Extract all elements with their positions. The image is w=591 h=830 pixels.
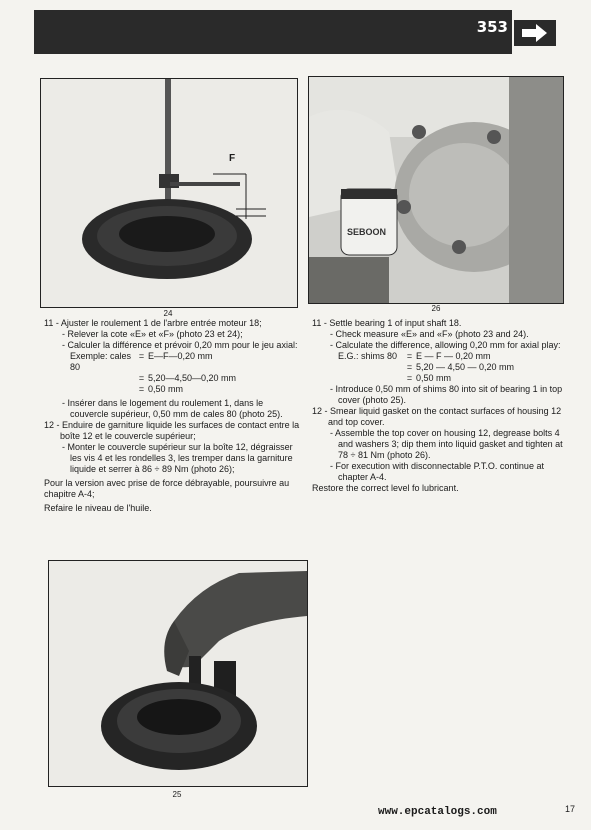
page-number: 353 bbox=[476, 18, 508, 36]
fr-note-pto: Pour la version avec prise de force débrayable, poursuivre au chapitre A-4; bbox=[44, 478, 290, 499]
en-example-label: E.G.: shims 80 bbox=[338, 351, 398, 361]
fr-example: Exemple: cales 80 = E—F—0,20 mm = 5,20—4,50—0,20 mm = 0,50 mm bbox=[70, 351, 237, 394]
photo-24-caption: 24 bbox=[163, 309, 173, 318]
en-eq-3: 0,50 mm bbox=[416, 373, 452, 383]
header-bar bbox=[34, 10, 512, 54]
en-example: E.G.: shims 80 = E — F — 0,20 mm = 5,20 — 4,50 — 0,20 mm = 0,50 mm bbox=[338, 351, 515, 383]
en-step-11-c: - Introduce 0,50 mm of shims 80 into sit of bearing 1 in top cover (photo 25). bbox=[330, 384, 563, 405]
en-eq-2: 5,20 — 4,50 — 0,20 mm bbox=[416, 362, 515, 372]
dimension-label-f: F bbox=[229, 153, 236, 164]
fr-step-11-b: - Calculer la différence et prévoir 0,20 mm pour le jeu axial: bbox=[62, 340, 298, 350]
fr-step-12: 12 - Enduire de garniture liquide les surfaces de contact entre la boîte 12 et le couvercle supérieur; bbox=[44, 420, 300, 441]
photo-26 bbox=[308, 76, 564, 304]
photo-26-caption: 26 bbox=[431, 304, 441, 313]
fr-step-12-a: - Monter le couvercle supérieur sur la boîte 12, dégraisser les vis 4 et les rondelles 3, les tremper dans la garniture liquide et serrer à 86 ÷ 89 Nm (photo 26); bbox=[62, 442, 293, 474]
fr-eq-1: E—F—0,20 mm bbox=[148, 351, 213, 361]
en-eq-1: E — F — 0,20 mm bbox=[416, 351, 491, 361]
photo-24 bbox=[40, 78, 298, 308]
en-step-12: 12 - Smear liquid gasket on the contact surfaces of housing 12 and top cover. bbox=[312, 406, 562, 427]
fr-eq-2: 5,20—4,50—0,20 mm bbox=[148, 373, 237, 383]
sealant-can-label: SEBOON bbox=[347, 227, 387, 237]
english-column bbox=[312, 318, 574, 494]
footer-page-number: 17 bbox=[565, 804, 576, 814]
french-column bbox=[44, 318, 302, 514]
photo-25-caption: 25 bbox=[172, 790, 182, 799]
en-note-lubricant: Restore the correct level fo lubricant. bbox=[312, 483, 459, 493]
en-step-12-a: - Assemble the top cover on housing 12, degrease bolts 4 and washers 3; dip them into liquid gasket and tighten at 78 ÷ 81 Nm (photo 26). bbox=[330, 428, 563, 460]
fr-note-oil: Refaire le niveau de l'huile. bbox=[44, 503, 152, 513]
fr-example-label: Exemple: cales 80 bbox=[70, 351, 132, 372]
footer-url: www.epcatalogs.com bbox=[378, 806, 497, 818]
next-arrow-icon bbox=[514, 20, 556, 46]
fr-eq-3: 0,50 mm bbox=[148, 384, 184, 394]
en-step-11-b: - Calculate the difference, allowing 0,20 mm for axial play: bbox=[330, 340, 561, 350]
en-step-11-a: - Check measure «E» and «F» (photo 23 and 24). bbox=[330, 329, 529, 339]
fr-step-11-a: - Relever la cote «E» et «F» (photo 23 et 24); bbox=[62, 329, 243, 339]
en-step-12-b: - For execution with disconnectable P.T.O. continue at chapter A-4. bbox=[330, 461, 544, 482]
en-step-11: 11 - Settle bearing 1 of input shaft 18. bbox=[312, 318, 462, 328]
photo-25 bbox=[48, 560, 308, 787]
fr-step-11-c: - Insérer dans le logement du roulement 1, dans le couvercle supérieur, 0,50 mm de cales 80 (photo 25). bbox=[62, 398, 283, 419]
fr-step-11: 11 - Ajuster le roulement 1 de l'arbre entrée moteur 18; bbox=[44, 318, 262, 328]
